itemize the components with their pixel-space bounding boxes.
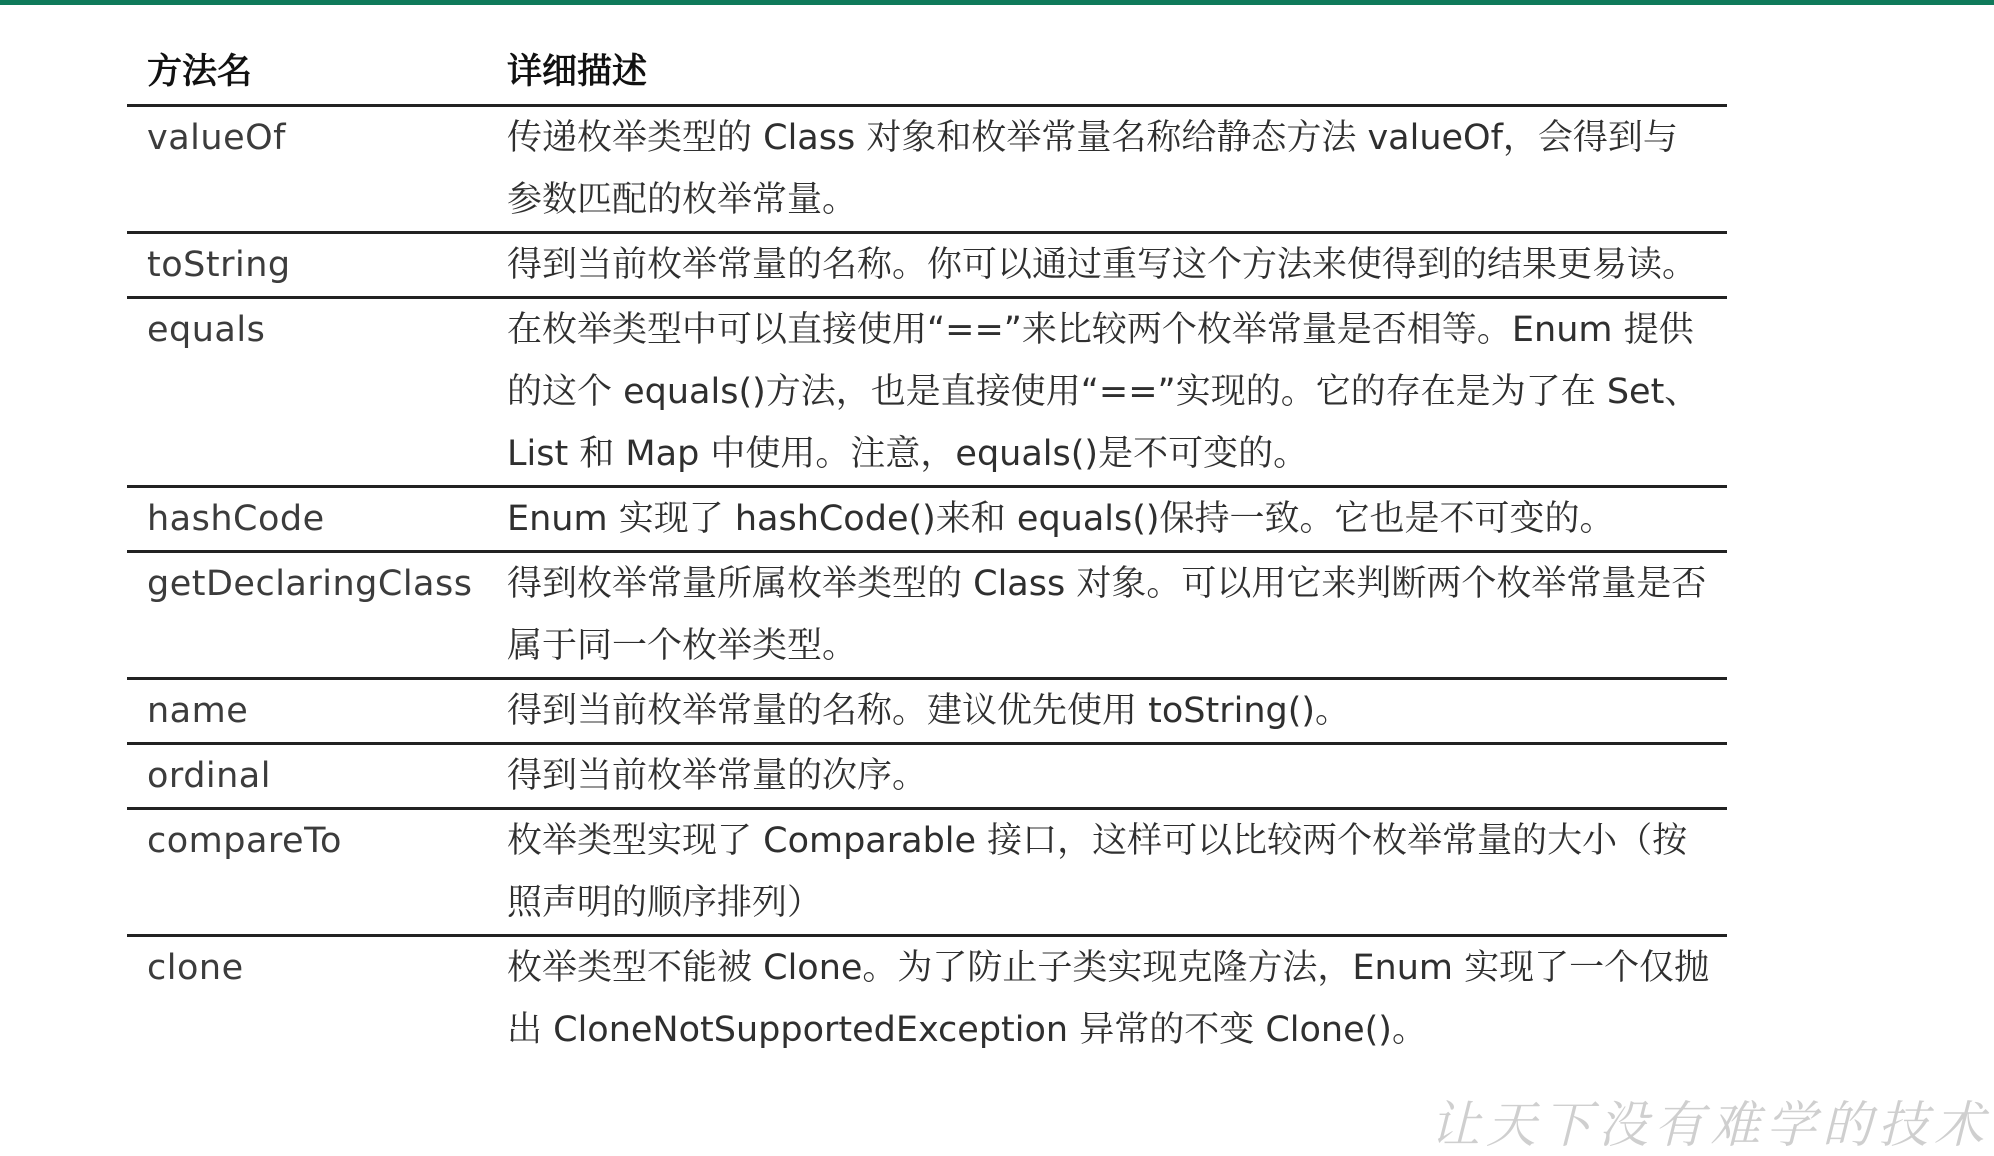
table-row [127,936,1727,1062]
enum-methods-table-container [127,38,1727,1061]
table-row [127,552,1727,679]
table-header-row [127,38,1727,106]
watermark-text: 让天下没有难学的技术 [1430,1096,1990,1154]
method-name-cell: ordinal [127,744,487,809]
method-description-cell: 得到当前枚举常量的次序。 [487,744,1727,809]
header-method-name: 方法名 [127,38,487,106]
method-description-cell: Enum 实现了 hashCode()来和 equals()保持一致。它也是不可变的。 [487,487,1727,552]
table-row [127,487,1727,552]
method-name-cell: valueOf [127,106,487,233]
table-row [127,809,1727,936]
table-row [127,106,1727,233]
method-name-cell: name [127,679,487,744]
header-description: 详细描述 [487,38,1727,106]
method-description-cell: 得到当前枚举常量的名称。建议优先使用 toString()。 [487,679,1727,744]
method-name-cell: compareTo [127,809,487,936]
table-row [127,233,1727,298]
method-name-cell: getDeclaringClass [127,552,487,679]
method-description-cell: 在枚举类型中可以直接使用“==”来比较两个枚举常量是否相等。Enum 提供的这个 equals()方法，也是直接使用“==”实现的。它的存在是为了在 Set、List 和 Map 中使用。注意，equals()是不可变的。 [487,298,1727,487]
method-description-cell: 得到当前枚举常量的名称。你可以通过重写这个方法来使得到的结果更易读。 [487,233,1727,298]
method-description-cell: 得到枚举常量所属枚举类型的 Class 对象。可以用它来判断两个枚举常量是否属于同一个枚举类型。 [487,552,1727,679]
table-row [127,298,1727,487]
method-name-cell: hashCode [127,487,487,552]
method-name-cell: toString [127,233,487,298]
table-row [127,744,1727,809]
method-description-cell: 枚举类型不能被 Clone。为了防止子类实现克隆方法，Enum 实现了一个仅抛出 CloneNotSupportedException 异常的不变 Clone()。 [507,948,1710,1050]
top-accent-bar [0,0,1994,5]
method-name-cell: equals [127,298,487,487]
enum-methods-table [127,38,1727,1061]
method-description-cell: 传递枚举类型的 Class 对象和枚举常量名称给静态方法 valueOf，会得到与参数匹配的枚举常量。 [487,106,1727,233]
method-description-cell: 枚举类型实现了 Comparable 接口，这样可以比较两个枚举常量的大小（按照声明的顺序排列） [487,809,1727,936]
method-name-cell: clone [147,948,244,988]
table-row [127,679,1727,744]
